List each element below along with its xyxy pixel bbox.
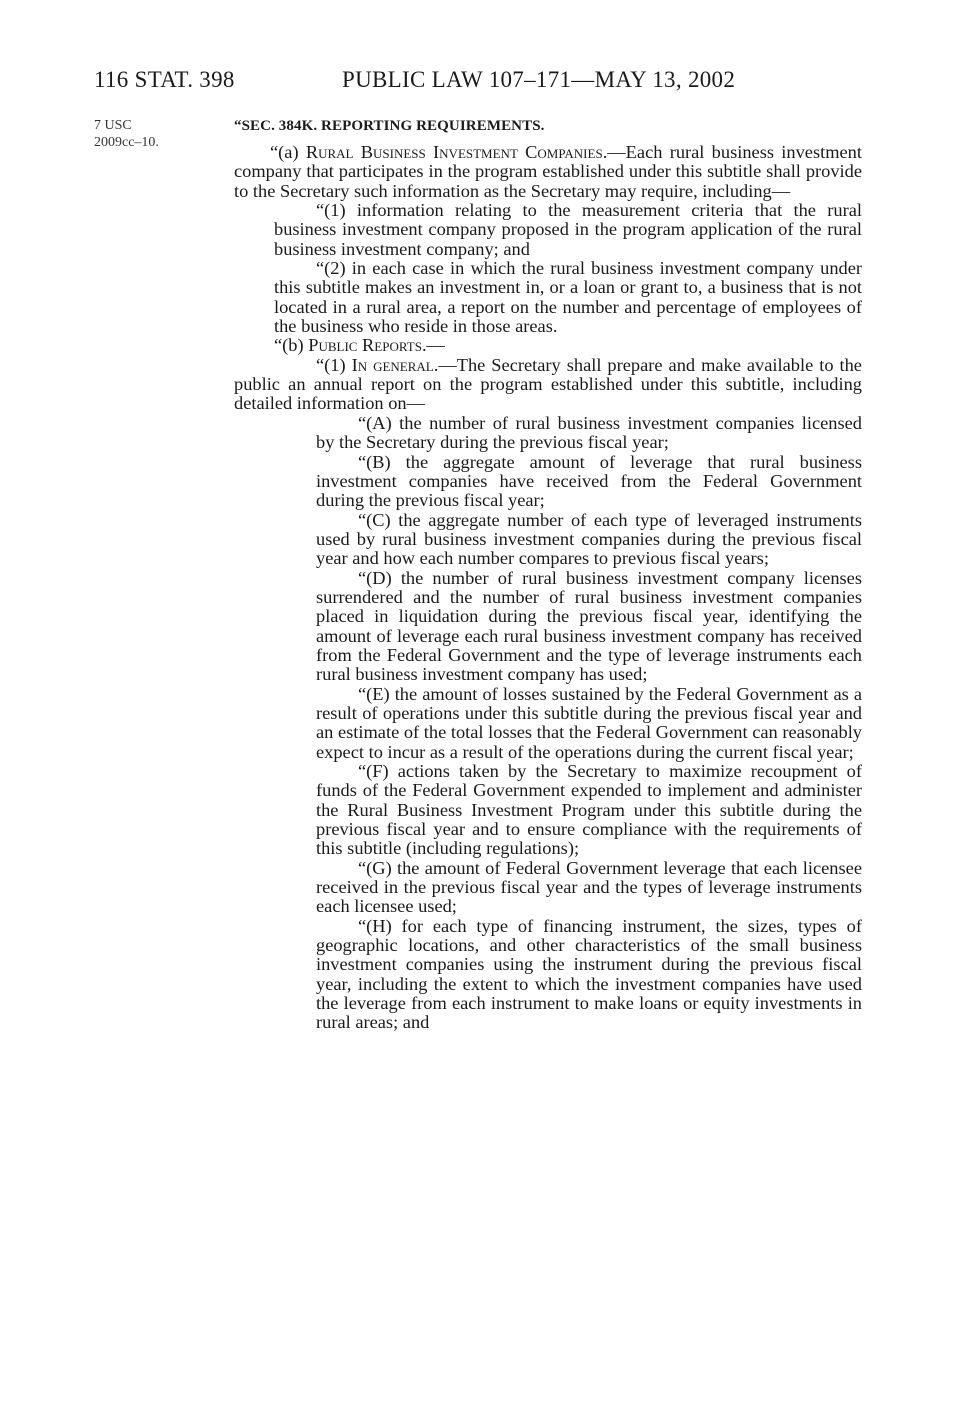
paragraph-a2: “(2) in each case in which the rural business investment company under this subtitle makes an investment in, or a loan or grant to, a business that is not located in a rural area, a report on the number and percentage of employees of the business who reside in those areas. bbox=[274, 258, 862, 337]
document-body bbox=[234, 115, 862, 1033]
clause-G: “(G) the amount of Federal Government leverage that each licensee received in the previous fiscal year and the types of leverage instruments each licensee used; bbox=[316, 857, 862, 917]
paragraph-a1: “(1) information relating to the measurement criteria that the rural business investment company proposed in the program application of the rural business investment company; and bbox=[274, 200, 862, 259]
margin-note bbox=[94, 117, 159, 151]
statute-citation: 116 STAT. 398 bbox=[94, 67, 235, 92]
clause-F: “(F) actions taken by the Secretary to maximize recoupment of funds of the Federal Government expended to implement and administer the Rural Business Investment Program under this subtitle during the previous fiscal year and to ensure compliance with the requirements of this subtitle (including regulations); bbox=[316, 761, 862, 859]
subsection-b-lead: “(b) bbox=[274, 335, 309, 356]
clause-C: “(C) the aggregate number of each type of leveraged instruments used by rural business investment companies during the previous fiscal year and how each number compares to previous fiscal years; bbox=[316, 509, 862, 569]
clause-H: “(H) for each type of financing instrument, the sizes, types of geographic locations, and other characteristics of the small business investment companies using the instrument during the previous fiscal year, including the extent to which the investment companies have used the leverage from each instrument to make loans or equity investments in rural areas; and bbox=[316, 915, 862, 1033]
margin-note-line: 7 USC bbox=[94, 118, 132, 133]
subsection-a-heading: Rural Business Investment Companies bbox=[305, 142, 603, 162]
clause-B: “(B) the aggregate amount of leverage that rural business investment companies have received from the Federal Government during the previous fiscal year; bbox=[316, 451, 862, 511]
clause-A: “(A) the number of rural business investment companies licensed by the Secretary during the previous fiscal year; bbox=[316, 412, 862, 453]
margin-note-line: 2009cc–10. bbox=[94, 135, 159, 150]
subsection-a-text: .—Each rural business investment company that participates in the program established under this subtitle shall provide to the Secretary such information as the Secretary may require, including— bbox=[234, 142, 862, 201]
public-law-title: PUBLIC LAW 107–171—MAY 13, 2002 bbox=[342, 67, 736, 92]
paragraph-b1 bbox=[234, 356, 862, 414]
subsection-a bbox=[234, 143, 862, 201]
clause-E: “(E) the amount of losses sustained by the Federal Government as a result of operations under this subtitle during the previous fiscal year and an estimate of the total losses that the Federal Government can reasonably expect to incur as a result of the operations during the current fiscal year; bbox=[316, 683, 862, 762]
subsection-a-lead: “(a) bbox=[270, 142, 306, 162]
subsection-b bbox=[274, 336, 862, 355]
paragraph-b1-lead: “(1) bbox=[316, 354, 352, 375]
paragraph-b1-text: .—The Secretary shall prepare and make available to the public an annual report on the program established under this subtitle, including detailed information on— bbox=[234, 354, 862, 414]
subsection-b-heading: Public Reports bbox=[308, 335, 422, 356]
section-heading: “SEC. 384K. REPORTING REQUIREMENTS. bbox=[234, 118, 545, 134]
clause-D: “(D) the number of rural business investment company licenses surrendered and the number of rural business investment companies placed in liquidation during the previous fiscal year, identifying the amount of leverage each rural business investment company has received from the Federal Government and the type of leverage instruments each rural business investment company has used; bbox=[316, 567, 862, 685]
paragraph-b1-heading: In general bbox=[351, 354, 434, 375]
subsection-b-dash: .— bbox=[421, 335, 445, 356]
